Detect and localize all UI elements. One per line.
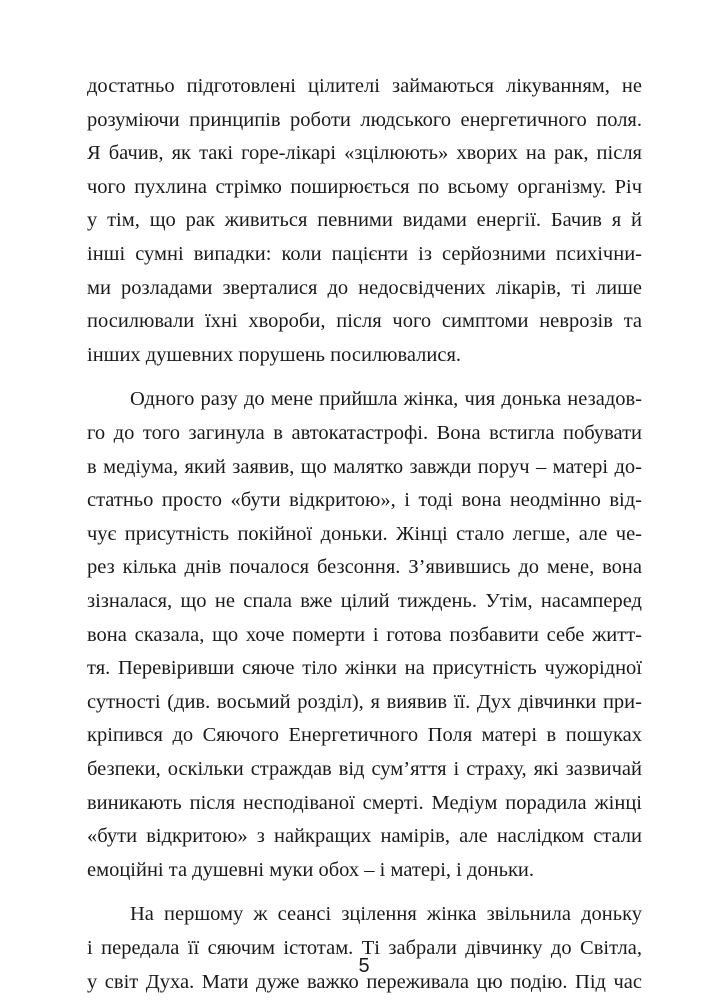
text-line: безпеки, оскільки страждав від сум’яття і страху, які зазвичай [87, 758, 642, 780]
text-line: ми розладами зверталися до недосвідчених лікарів, ті лише [87, 277, 642, 299]
text-line: у тім, що рак живиться певними видами енергії. Бачив я й [87, 209, 642, 231]
text-line: тя. Перевіривши сяюче тіло жінки на присутність чужорідної [87, 657, 642, 679]
text-line: і передала її сяючим істотам. Ті забрали дівчинку до Світла, [87, 937, 642, 959]
text-line: статньо просто «бути відкритою», і тоді вона неодмінно від- [87, 489, 642, 511]
text-line: виникають після несподіваної смерті. Медіум порадила жінці [87, 792, 642, 814]
text-line: рез кілька днів почалося безсоння. З’явившись до мене, вона [87, 556, 642, 578]
text-line: вона сказала, що хоче померти і готова позбавити себе житт- [87, 624, 642, 646]
text-line: посилювали їхні хвороби, після чого симптоми неврозів та [87, 310, 642, 332]
text-line: го до того загинула в автокатастрофі. Вона встигла побувати [87, 422, 642, 444]
text-line: чого пухлина стрімко поширюється по всьому організму. Річ [87, 176, 642, 198]
text-line: На першому ж сеансі зцілення жінка звільнила доньку [130, 903, 642, 925]
text-line: інших душевних порушень посилювалися. [87, 344, 462, 366]
text-line: зізналася, що не спала вже цілий тиждень. Утім, насамперед [87, 590, 642, 612]
text-line: у світ Духа. Мати дуже важко переживала цю подію. Під час [87, 971, 642, 993]
text-line: «бути відкритою» з найкращих намірів, але наслідком стали [87, 825, 642, 847]
text-line: інші сумні випадки: коли пацієнти із серйозними психічни- [87, 243, 642, 265]
text-line: чує присутність покійної доньки. Жінці стало легше, але че- [87, 523, 642, 545]
text-line: в медіума, який заявив, що малятко завжди поруч – матері до- [87, 456, 642, 478]
page-number: 5 [358, 955, 370, 977]
text-line: емоційні та душевні муки обох – і матері, і доньки. [87, 859, 535, 881]
text-line: Я бачив, як такі горе-лікарі «зцілюють» хворих на рак, після [87, 142, 642, 164]
text-line: достатньо підготовлені цілителі займаються лікуванням, не [87, 75, 642, 97]
text-line: розуміючи принципів роботи людського енергетичного поля. [87, 109, 642, 131]
text-line: Одного разу до мене прийшла жінка, чия донька незадов- [130, 388, 642, 410]
text-line: сутності (див. восьмий розділ), я виявив її. Дух дівчинки при- [87, 691, 642, 713]
text-line: кріпився до Сяючого Енергетичного Поля матері в пошуках [87, 724, 642, 746]
